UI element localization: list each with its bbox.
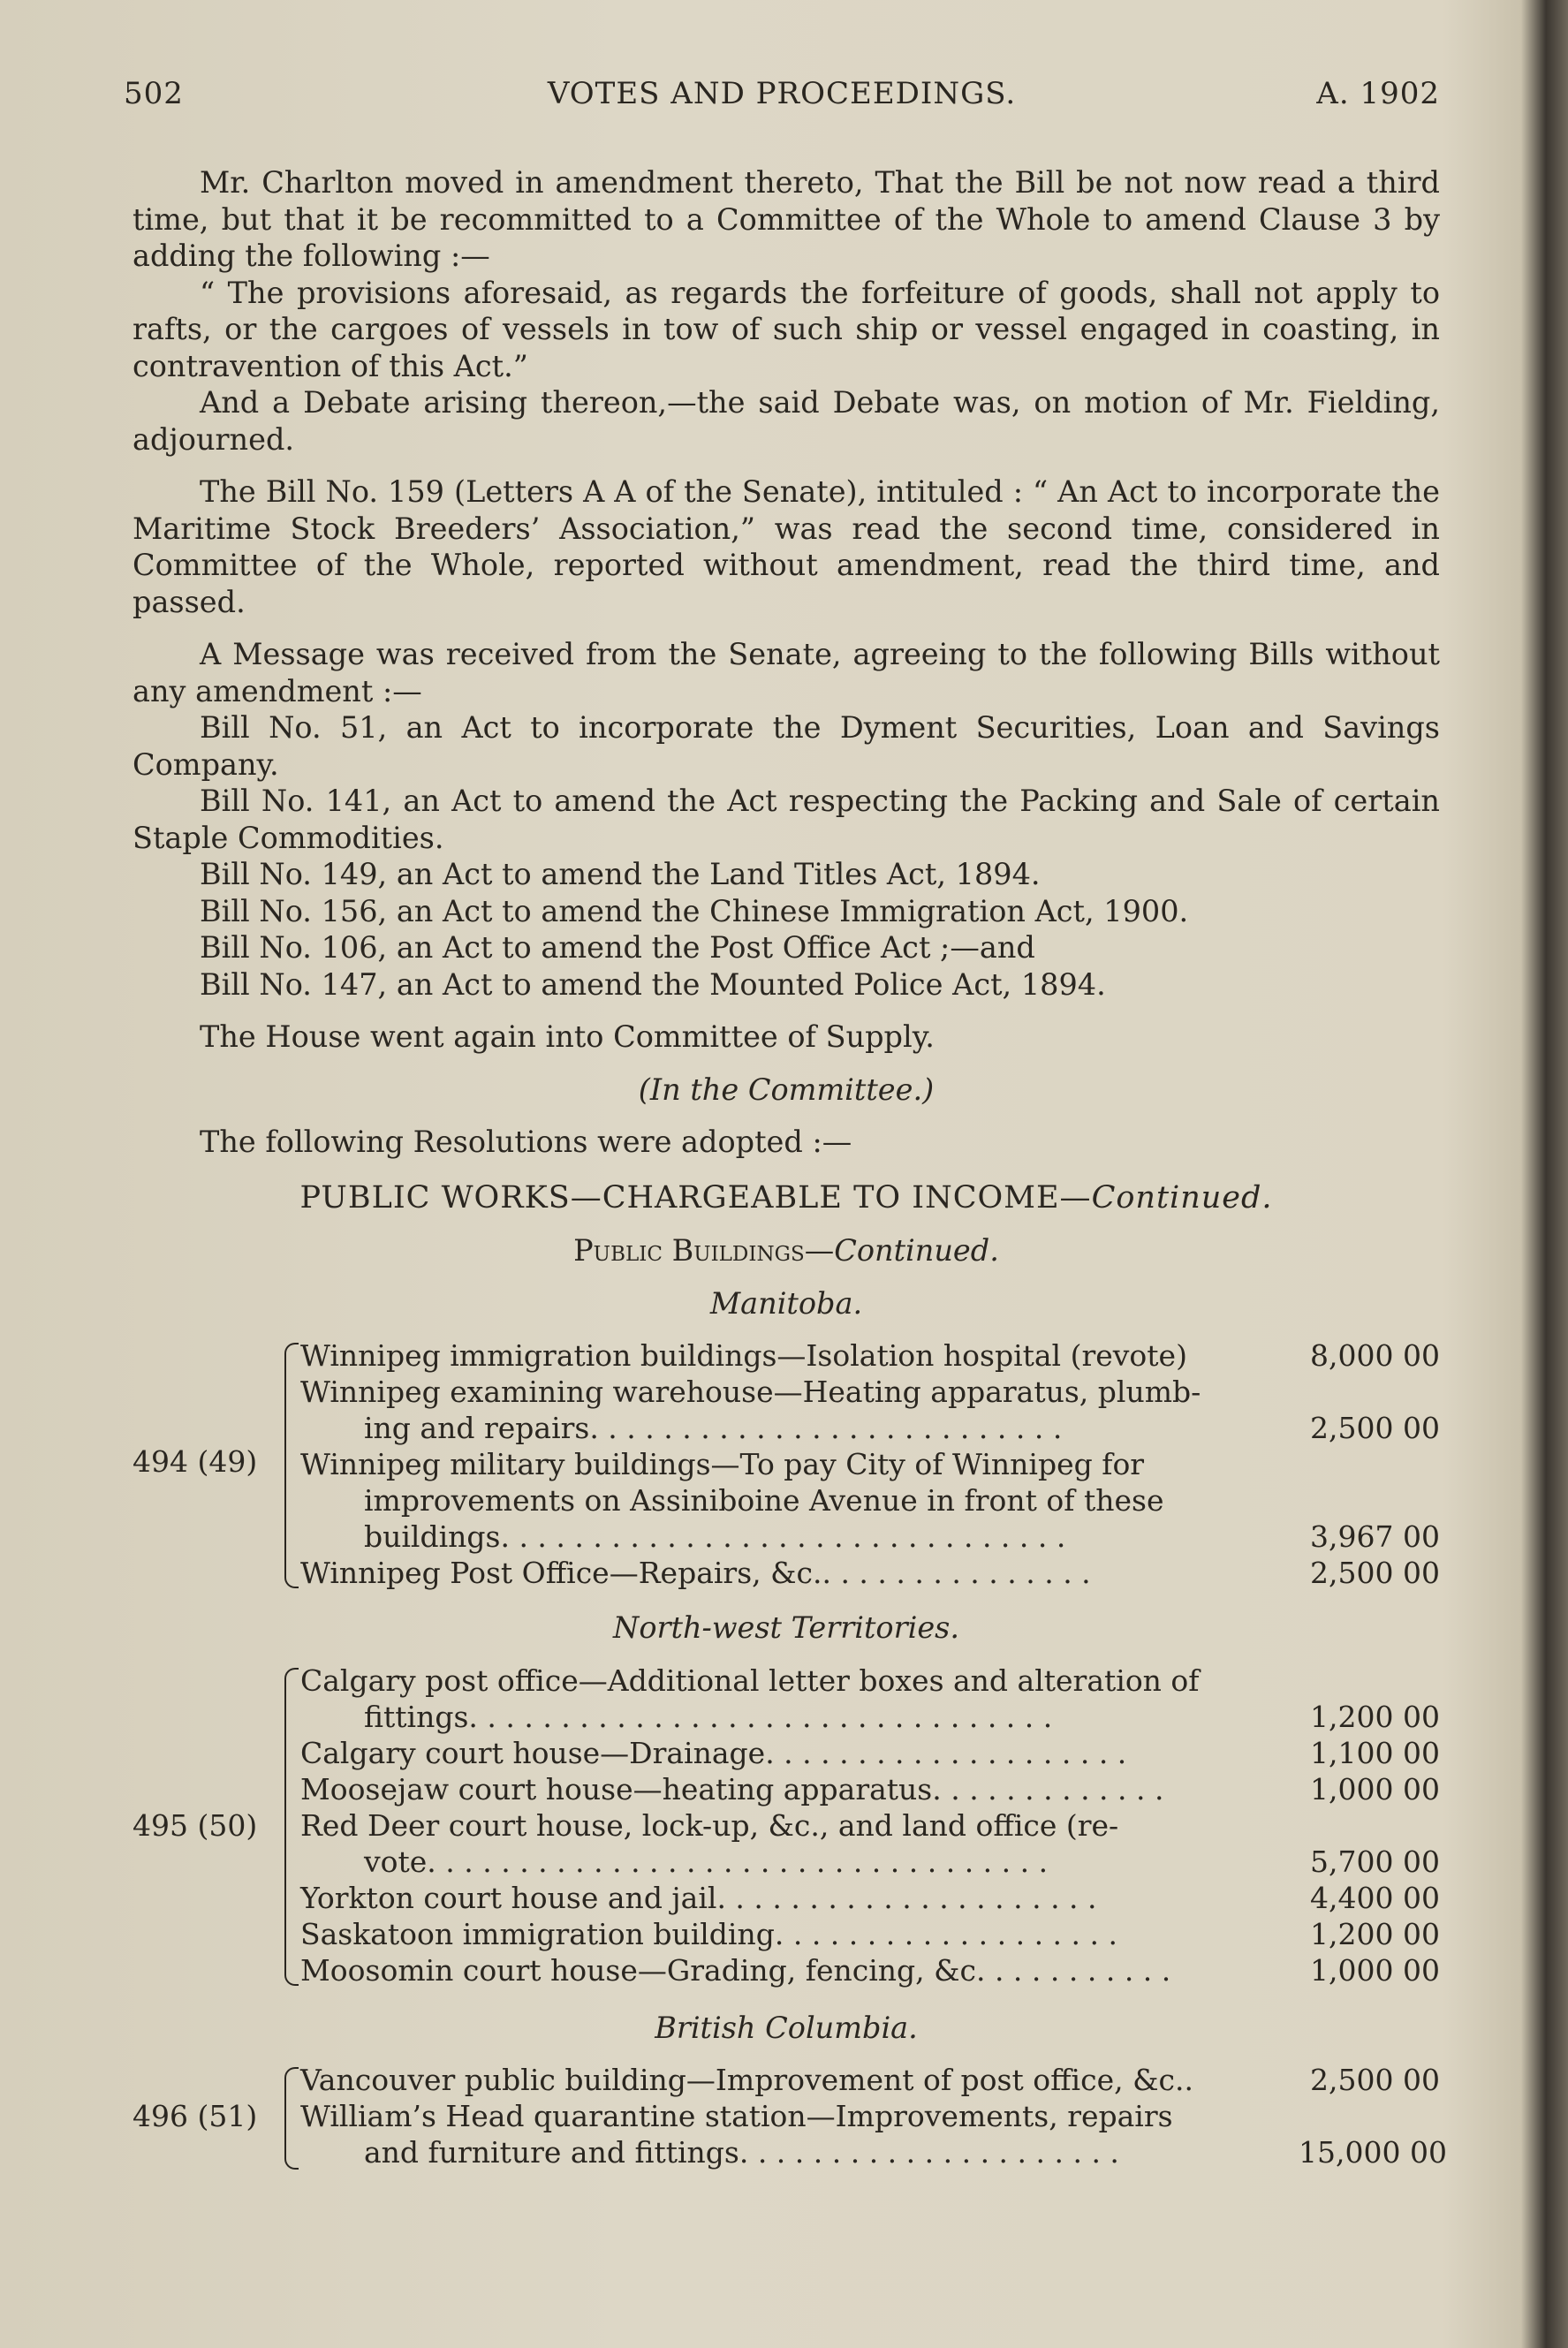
amount: 2,500 00 (1310, 2063, 1440, 2097)
paragraph-amendment: Mr. Charlton moved in amendment thereto, That the Bill be not now read a third time, but that it be recommitted to a Committee of the Whole to amend Clause 3 by adding the following :— (133, 165, 1440, 273)
resolution-number: 495 (50) (133, 1807, 258, 1843)
bill-item: Bill No. 156, an Act to amend the Chinese Immigration Act, 1900. (200, 893, 1189, 928)
estimate-item-cont: ing and repairs. . . . . . . . . . . . . . . . . . . . . . . . . . 2,500 00 (364, 1411, 1440, 1445)
paragraph-resolutions: The following Resolutions were adopted :— (200, 1125, 852, 1159)
amount: 15,000 00 (1299, 2135, 1447, 2170)
estimate-item: Vancouver public building—Improvement of post office, &c.. 2,500 00 (300, 2063, 1440, 2097)
province-heading: British Columbia. (655, 2010, 918, 2045)
page-number: 502 (124, 76, 184, 111)
main-heading-text: PUBLIC WORKS—CHARGEABLE TO INCOME— (299, 1179, 1092, 1216)
estimate-item: Moosejaw court house—heating apparatus. . . . . . . . . . . . . 1,000 00 (300, 1771, 1440, 1806)
amount: 8,000 00 (1310, 1338, 1440, 1373)
amount: 1,100 00 (1310, 1735, 1440, 1770)
estimate-item: Saskatoon immigration building. . . . . . . . . . . . . . . . . . . 1,200 00 (300, 1916, 1440, 1951)
estimate-item-cont: and furniture and fittings. . . . . . . . . . . . . . . . . . . . . 15,000 00 (364, 2135, 1447, 2170)
estimate-item: Yorkton court house and jail. . . . . . . . . . . . . . . . . . . . . 4,400 00 (300, 1880, 1440, 1915)
estimate-item-cont: fittings. . . . . . . . . . . . . . . . . . . . . . . . . . . . . . . . 1,200 00 (364, 1699, 1440, 1734)
page-header (124, 76, 1440, 120)
estimate-item-cont: vote. . . . . . . . . . . . . . . . . . . . . . . . . . . . . . . . . . 5,700 00 (364, 1844, 1440, 1879)
amount: 1,200 00 (1310, 1699, 1440, 1734)
estimates-table (133, 1663, 1440, 1994)
estimate-item: William’s Head quarantine station—Improvements, repairs (300, 2099, 1173, 2133)
bill-item: Bill No. 147, an Act to amend the Mounted Police Act, 1894. (200, 966, 1106, 1002)
sub-heading (133, 1232, 1440, 1269)
bill-item: Bill No. 106, an Act to amend the Post Office Act ;—and (200, 930, 1035, 965)
estimates-table (133, 2062, 1447, 2177)
estimate-item: Winnipeg military buildings—To pay City of Winnipeg for (300, 1447, 1145, 1481)
estimate-item-cont: buildings. . . . . . . . . . . . . . . . . . . . . . . . . . . . . . . 3,967 00 (364, 1519, 1440, 1554)
year-label: A. 1902 (1316, 76, 1440, 111)
amount: 2,500 00 (1310, 1411, 1440, 1445)
paragraph-message: A Message was received from the Senate, agreeing to the following Bills without any amendment :— (133, 637, 1440, 708)
amount: 4,400 00 (1310, 1880, 1440, 1915)
amount: 3,967 00 (1310, 1519, 1440, 1554)
bill-list (133, 709, 1440, 1003)
estimate-item: Red Deer court house, lock-up, &c., and land office (re- (300, 1807, 1119, 1843)
amount: 1,000 00 (1310, 1952, 1440, 1988)
estimate-item: Moosomin court house—Grading, fencing, &c. . . . . . . . . . . 1,000 00 (300, 1952, 1440, 1988)
amount: 2,500 00 (1310, 1556, 1440, 1590)
province-heading: North-west Territories. (613, 1610, 959, 1645)
bill-item: Bill No. 149, an Act to amend the Land Titles Act, 1894. (200, 857, 1041, 891)
paragraph-debate: And a Debate arising thereon,—the said Debate was, on motion of Mr. Fielding, adjourned. (133, 385, 1440, 457)
estimate-item: Calgary court house—Drainage. . . . . . . . . . . . . . . . . . . . 1,100 00 (300, 1735, 1440, 1770)
paragraph-supply: The House went again into Committee of Supply. (200, 1019, 935, 1054)
province-heading: Manitoba. (709, 1285, 863, 1321)
committee-note: (In the Committee.) (638, 1072, 935, 1107)
paragraph-quote: “ The provisions aforesaid, as regards the forfeiture of goods, shall not apply to rafts, or the cargoes of vessels in tow of such ship or vessel engaged in coasting, in contravention of this Act.” (133, 275, 1440, 383)
estimates-table (133, 1337, 1440, 1594)
estimate-item-cont: improvements on Assiniboine Avenue in front of these (364, 1483, 1164, 1518)
paragraph-bill-159: The Bill No. 159 (Letters A A of the Senate), intituled : “ An Act to incorporate the Maritime Stock Breeders’ Association,” was read the second time, considered in Committee of the Whole, reported without amendment, read the third time, and passed. (133, 474, 1440, 619)
resolution-number: 494 (49) (133, 1444, 258, 1479)
estimate-item: Winnipeg immigration buildings—Isolation hospital (revote) 8,000 00 (300, 1338, 1440, 1373)
main-heading (133, 1180, 1440, 1217)
estimate-item: Winnipeg examining warehouse—Heating apparatus, plumb- (300, 1375, 1201, 1409)
main-heading-cont: Continued. (1091, 1179, 1273, 1216)
estimate-item: Winnipeg Post Office—Repairs, &c.. . . . . . . . . . . . . . . 2,500 00 (300, 1556, 1440, 1590)
resolution-number: 496 (51) (133, 2099, 258, 2133)
amount: 1,000 00 (1310, 1771, 1440, 1806)
amount: 1,200 00 (1310, 1916, 1440, 1951)
bill-item: Bill No. 51, an Act to incorporate the Dyment Securities, Loan and Savings Company. (133, 710, 1440, 782)
running-title: VOTES AND PROCEEDINGS. (547, 76, 1017, 111)
sub-heading-cont: Continued. (834, 1233, 999, 1268)
bill-item: Bill No. 141, an Act to amend the Act respecting the Packing and Sale of certain Staple Commodities. (133, 784, 1440, 855)
page-body (133, 164, 1447, 2177)
sub-heading-text: Public Buildings— (573, 1233, 835, 1268)
amount: 5,700 00 (1310, 1844, 1440, 1879)
estimate-item: Calgary post office—Additional letter boxes and alteration of (300, 1663, 1200, 1698)
